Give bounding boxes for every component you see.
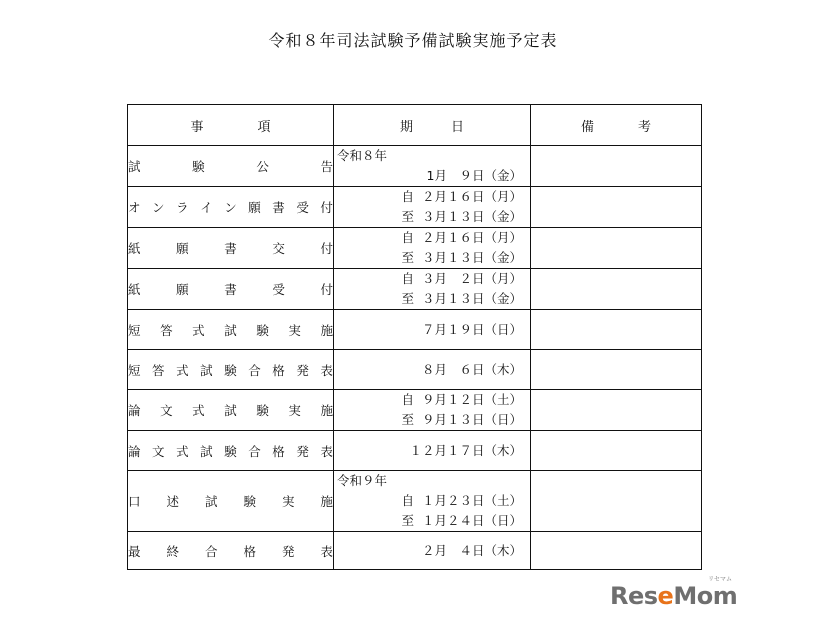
date-prefix: 自 [401, 493, 414, 508]
item-char: 式 [176, 443, 189, 459]
table-row [128, 390, 702, 431]
item-char: 述 [166, 494, 179, 509]
item-cell [128, 187, 334, 228]
header-date-char: 期 [399, 119, 413, 135]
date-line [334, 320, 530, 340]
date-cell [334, 431, 531, 471]
item-char: 付 [320, 200, 333, 215]
item-char: ラ [176, 200, 189, 215]
date-prefix: 至 [401, 209, 414, 224]
item-char: 書 [224, 241, 237, 256]
date-cell [334, 146, 531, 187]
item-cell [128, 390, 334, 431]
item-char: イ [200, 200, 213, 215]
item-cell [128, 350, 334, 390]
table-row [128, 146, 702, 187]
item-cell [128, 310, 334, 350]
date-text: １２月１７日（木） [409, 442, 522, 458]
item-char: 格 [272, 443, 285, 459]
date-line [334, 207, 530, 227]
note-cell [531, 146, 702, 187]
header-item-char: 事 [190, 119, 204, 135]
date-cell [334, 187, 531, 228]
date-line [334, 166, 530, 186]
era-label: 令和９年 [337, 473, 388, 488]
item-char: 付 [320, 241, 333, 256]
schedule-table [127, 104, 702, 570]
date-cell [334, 269, 531, 310]
date-text: ８月 ６日（木） [421, 361, 522, 377]
date-line [334, 187, 530, 207]
table-row [128, 431, 702, 471]
item-char: 口 [128, 494, 141, 509]
item-char: 論 [128, 443, 141, 459]
date-cell [334, 471, 531, 532]
date-line [334, 491, 530, 511]
table-row [128, 532, 702, 570]
table-header-row [128, 105, 702, 146]
item-cell [128, 471, 334, 532]
document-title: 令和８年司法試験予備試験実施予定表 [268, 31, 558, 50]
item-char: 発 [296, 362, 309, 378]
table-row [128, 350, 702, 390]
item-cell [128, 431, 334, 471]
item-char: 験 [224, 443, 237, 459]
date-prefix: 至 [401, 412, 414, 427]
note-cell [531, 269, 702, 310]
item-char: 試 [128, 159, 141, 174]
item-char: ン [152, 200, 165, 215]
item-char: 答 [160, 322, 173, 338]
item-cell [128, 146, 334, 187]
header-date [334, 105, 531, 146]
item-char: 短 [128, 362, 141, 378]
date-text: ７月１９日（日） [421, 321, 522, 337]
item-char: 交 [272, 241, 285, 256]
item-char: 論 [128, 403, 141, 418]
item-char: 発 [296, 443, 309, 459]
item-char: 施 [320, 403, 333, 418]
item-char: 紙 [128, 282, 141, 297]
era-label: 令和８年 [337, 148, 388, 163]
item-char: 発 [281, 543, 295, 559]
date-text: １月２４日（日） [421, 513, 522, 528]
date-text: １月２３日（土） [421, 493, 522, 508]
item-char: 験 [243, 494, 256, 509]
item-char: 合 [204, 543, 218, 559]
note-cell [531, 431, 702, 471]
item-char: 表 [320, 543, 333, 559]
header-date-char: 日 [451, 119, 465, 135]
resemom-logo [610, 576, 738, 610]
item-char: 受 [296, 200, 309, 215]
date-cell [334, 228, 531, 269]
note-cell [531, 471, 702, 532]
item-char: 試 [200, 362, 213, 378]
item-cell [128, 532, 334, 570]
logo-text: Mom [673, 582, 738, 610]
date-line [334, 228, 530, 248]
date-prefix: 自 [401, 230, 414, 245]
table-row [128, 187, 702, 228]
date-text: ３月１３日（金） [421, 291, 522, 306]
item-char: 表 [320, 362, 333, 378]
item-char: 書 [224, 282, 237, 297]
date-prefix: 至 [401, 250, 414, 265]
item-char: 最 [128, 543, 141, 559]
date-prefix: 自 [401, 189, 414, 204]
item-char: 格 [243, 543, 256, 559]
item-char: 試 [224, 322, 237, 338]
item-char: 願 [176, 282, 189, 297]
item-char: 実 [281, 494, 295, 509]
date-prefix: 自 [401, 392, 414, 407]
header-item [128, 105, 334, 146]
note-cell [531, 187, 702, 228]
date-prefix: 至 [401, 291, 414, 306]
item-char: 終 [166, 543, 179, 559]
item-cell [128, 269, 334, 310]
note-cell [531, 350, 702, 390]
item-char: 験 [192, 159, 205, 174]
date-text: 1月 ９日（金） [426, 168, 522, 183]
date-cell [334, 390, 531, 431]
item-char: 試 [204, 494, 218, 509]
item-char: 実 [288, 403, 301, 418]
item-char: 付 [320, 282, 333, 297]
date-text: ９月１２日（土） [421, 392, 522, 407]
header-note-char: 考 [638, 119, 652, 135]
item-char: 験 [256, 403, 269, 418]
header-note-char: 備 [580, 119, 594, 135]
table-row [128, 310, 702, 350]
date-line [334, 511, 530, 531]
table-row [128, 269, 702, 310]
item-char: 式 [192, 322, 205, 338]
note-cell [531, 228, 702, 269]
date-line [334, 410, 530, 430]
date-line [334, 541, 530, 561]
item-char: ン [224, 200, 237, 215]
item-char: 表 [320, 443, 333, 459]
item-char: 合 [248, 443, 261, 459]
date-cell [334, 350, 531, 390]
date-text: ３月１３日（金） [421, 209, 522, 224]
item-char: 文 [160, 403, 173, 418]
item-char: 願 [176, 241, 189, 256]
item-char: 答 [152, 362, 165, 378]
item-char: 験 [256, 322, 269, 338]
logo-ruby: リセマム [708, 576, 732, 583]
item-char: 実 [288, 322, 301, 338]
item-char: 願 [248, 200, 261, 215]
item-char: 紙 [128, 241, 141, 256]
item-char: 公 [256, 159, 269, 174]
header-note [531, 105, 702, 146]
date-line [334, 248, 530, 268]
item-char: 試 [200, 443, 213, 459]
table-row [128, 471, 702, 532]
item-char: 試 [224, 403, 237, 418]
item-char: 験 [224, 362, 237, 378]
item-char: 告 [320, 159, 333, 174]
item-char: 短 [128, 322, 141, 338]
date-text: ２月１６日（月） [421, 189, 522, 204]
date-text: ２月 ４日（木） [421, 542, 522, 558]
item-char: 式 [176, 362, 189, 378]
date-prefix: 至 [401, 513, 414, 528]
table-row [128, 228, 702, 269]
item-char: 施 [320, 494, 333, 509]
item-cell [128, 228, 334, 269]
date-line [334, 289, 530, 309]
date-cell [334, 310, 531, 350]
note-cell [531, 532, 702, 570]
item-char: 格 [272, 362, 285, 378]
date-text: ３月１３日（金） [421, 250, 522, 265]
note-cell [531, 390, 702, 431]
item-char: 施 [320, 322, 333, 338]
date-line [334, 360, 530, 380]
item-char: 受 [272, 282, 285, 297]
date-prefix: 自 [401, 271, 414, 286]
date-line [334, 390, 530, 410]
date-cell [334, 532, 531, 570]
item-char: 式 [192, 403, 205, 418]
date-text: ９月１３日（日） [421, 412, 522, 427]
date-line [334, 441, 530, 461]
date-text: ３月 ２日（月） [421, 271, 522, 286]
logo-accent: e [657, 582, 674, 610]
item-char: オ [128, 200, 141, 215]
date-text: ２月１６日（月） [421, 230, 522, 245]
header-item-char: 項 [257, 119, 271, 135]
item-char: 書 [272, 200, 285, 215]
item-char: 文 [152, 443, 165, 459]
date-line [334, 269, 530, 289]
logo-text: Res [610, 582, 658, 610]
item-char: 合 [248, 362, 261, 378]
note-cell [531, 310, 702, 350]
